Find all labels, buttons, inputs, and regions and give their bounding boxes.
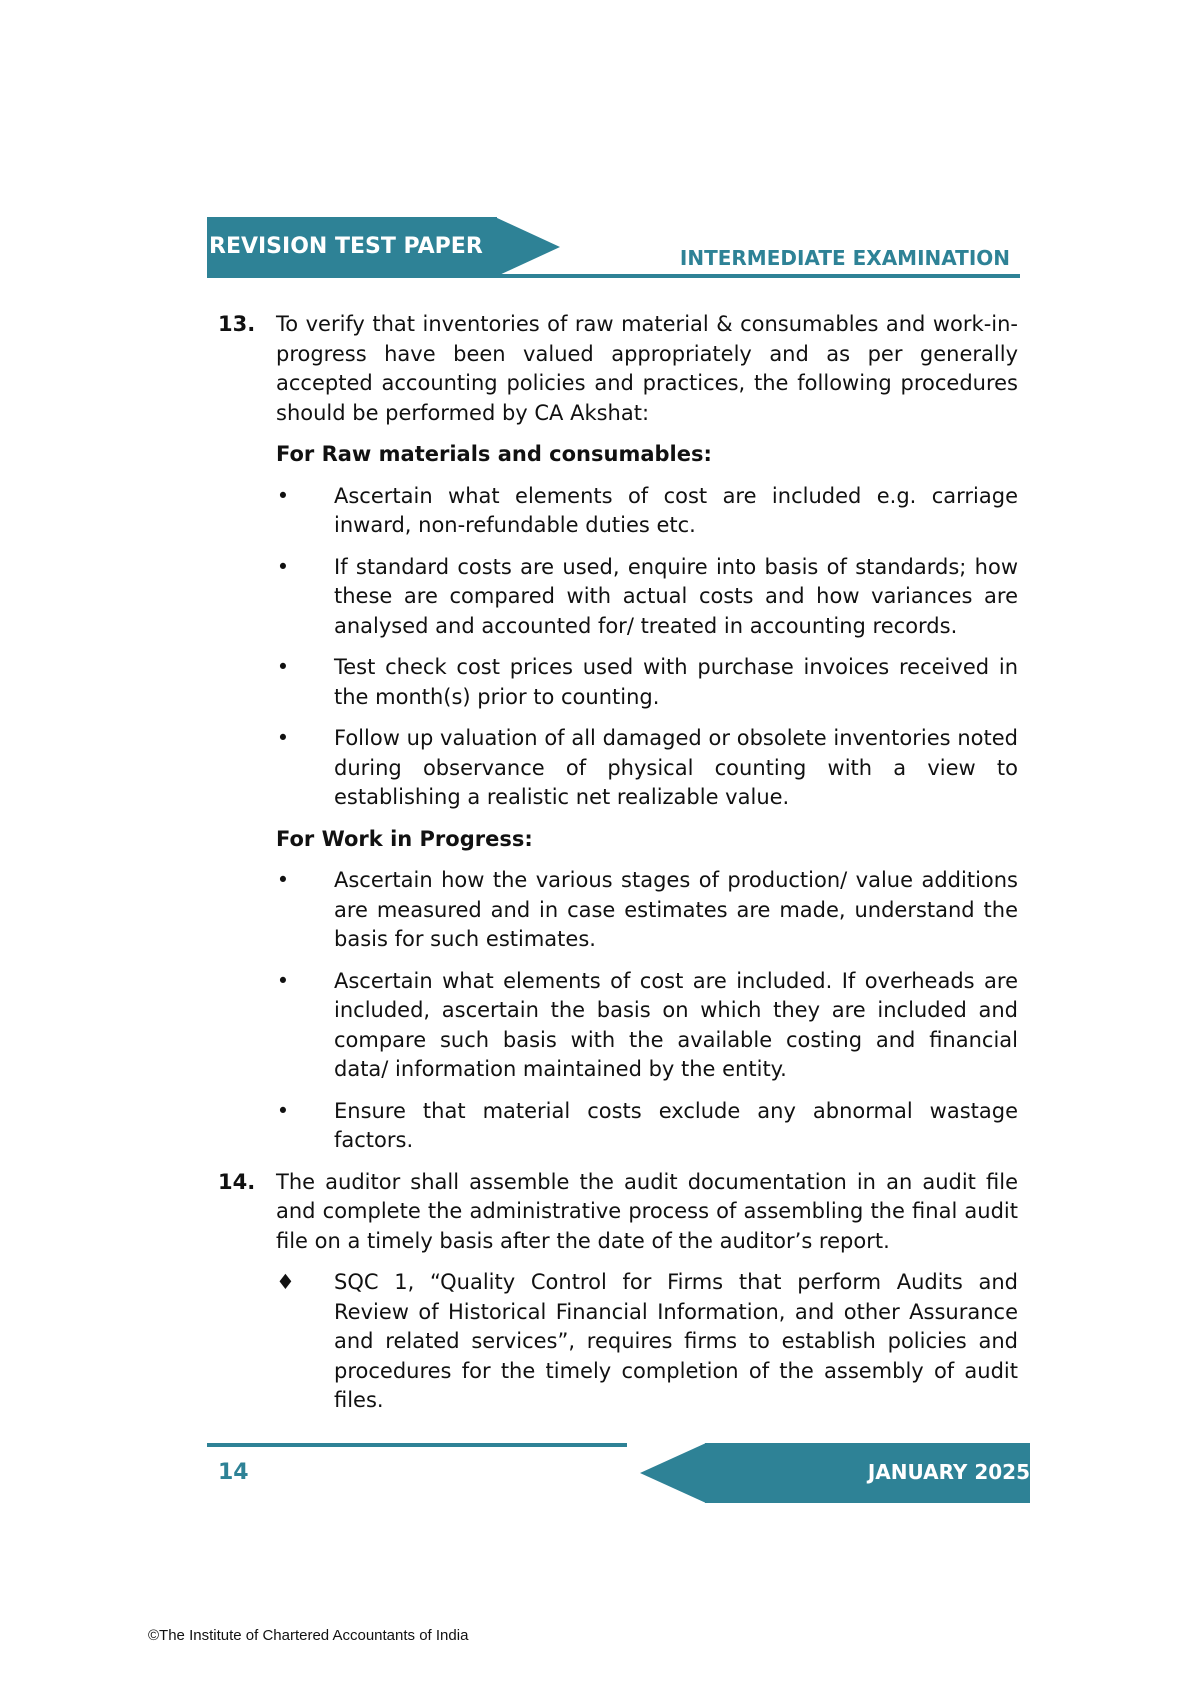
copyright-notice: ©The Institute of Chartered Accountants of India	[148, 1627, 469, 1644]
raw-materials-heading: For Raw materials and consumables:	[276, 442, 712, 466]
page-content	[218, 310, 1018, 1428]
footer-rule	[207, 1443, 627, 1447]
question-number: 14.	[218, 1169, 256, 1194]
question-text: To verify that inventories of raw material & consumables and work-in-progress have been valued appropriately and as per generally accepted accounting policies and practices, the following procedures should be performed by CA Akshat:	[276, 312, 1018, 425]
raw-materials-list	[276, 482, 1018, 813]
header-left-title: REVISION TEST PAPER	[207, 217, 497, 277]
list-item: • Ascertain what elements of cost are included e.g. carriage inward, non-refundable duties etc.	[276, 483, 1018, 537]
header-arrow-shape	[495, 217, 560, 277]
list-item: • Test check cost prices used with purchase invoices received in the month(s) prior to counting.	[276, 655, 1018, 709]
list-item: • Ascertain what elements of cost are included. If overheads are included, ascertain the basis on which they are included and compare such basis with the available costing and financial data/ information maintained by the entity.	[276, 968, 1018, 1081]
diamond-bullet-icon: ♦	[276, 1270, 295, 1294]
bullet-icon: •	[276, 868, 290, 892]
bullet-icon: •	[276, 655, 290, 679]
bullet-icon: •	[276, 726, 290, 750]
footer-arrow-shape	[640, 1443, 706, 1503]
question-number: 13.	[218, 312, 256, 336]
header-rule	[207, 274, 1020, 278]
bullet-icon: •	[276, 483, 290, 508]
bullet-icon: •	[276, 968, 290, 993]
list-item: ♦ SQC 1, “Quality Control for Firms that perform Audits and Review of Historical Financial Information, and other Assurance and related services”, requires firms to establish policies and procedures for the timely completion of the assembly of audit files.	[276, 1270, 1018, 1412]
question-13	[218, 310, 1018, 1156]
list-item: • Follow up valuation of all damaged or obsolete inventories noted during observance of physical counting with a view to establishing a realistic net realizable value.	[276, 726, 1018, 809]
question-text: The auditor shall assemble the audit documentation in an audit file and complete the administrative process of assembling the final audit file on a timely basis after the date of the auditor’s report.	[276, 1169, 1018, 1253]
wip-heading: For Work in Progress:	[276, 826, 533, 851]
list-item: • Ensure that material costs exclude any abnormal wastage factors.	[276, 1098, 1018, 1152]
wip-list	[276, 866, 1018, 1156]
header-right-title: INTERMEDIATE EXAMINATION	[679, 246, 1010, 270]
footer-exam-label: JANUARY 2025 EXAMINATION	[705, 1443, 1030, 1503]
page-number: 14	[218, 1460, 249, 1485]
bullet-icon: •	[276, 1098, 290, 1123]
question-14	[218, 1168, 1018, 1416]
bullet-icon: •	[276, 554, 290, 579]
list-item: • Ascertain how the various stages of production/ value additions are measured and in case estimates are made, understand the basis for such estimates.	[276, 868, 1018, 951]
list-item: • If standard costs are used, enquire into basis of standards; how these are compared with actual costs and how variances are analysed and accounted for/ treated in accounting records.	[276, 554, 1018, 638]
sqc-list	[276, 1268, 1018, 1416]
